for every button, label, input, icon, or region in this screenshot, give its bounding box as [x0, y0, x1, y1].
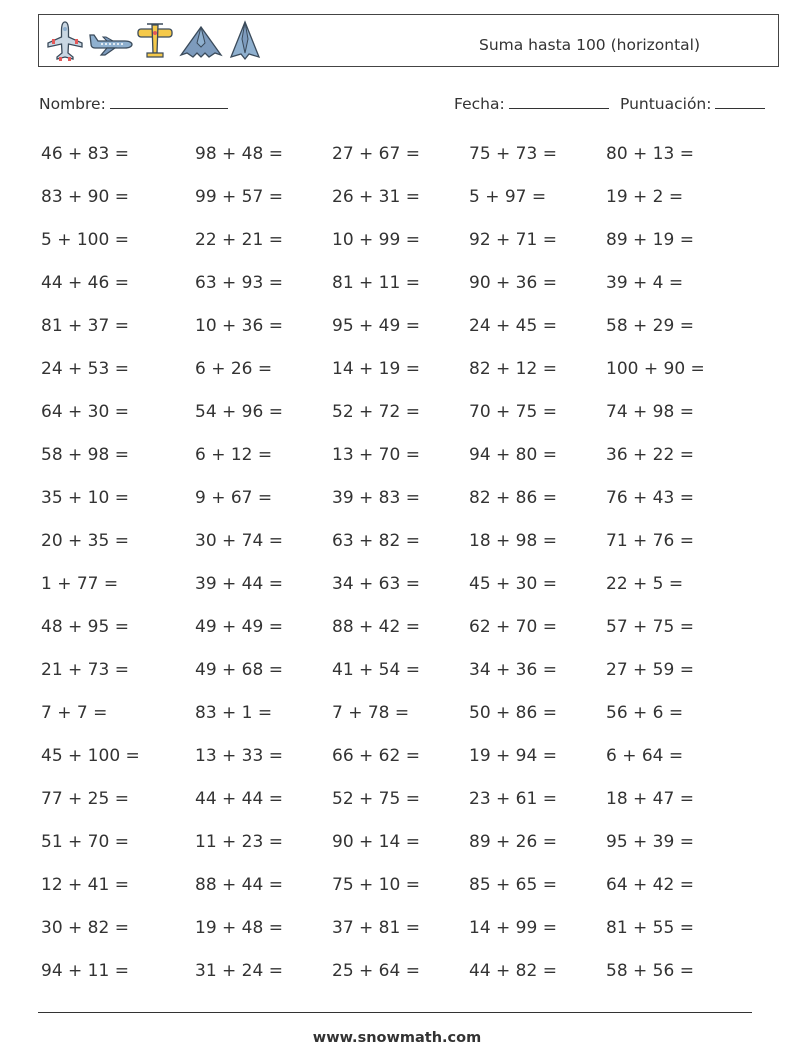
problem-item: 24 + 45 =	[469, 316, 557, 336]
problem-item: 6 + 64 =	[606, 746, 684, 766]
problem-item: 36 + 22 =	[606, 445, 694, 465]
problem-item: 52 + 72 =	[332, 402, 420, 422]
problem-item: 89 + 26 =	[469, 832, 557, 852]
problem-item: 9 + 67 =	[195, 488, 273, 508]
name-field	[39, 94, 228, 113]
problem-item: 39 + 44 =	[195, 574, 283, 594]
problem-item: 98 + 48 =	[195, 144, 283, 164]
problem-item: 10 + 36 =	[195, 316, 283, 336]
problem-item: 63 + 82 =	[332, 531, 420, 551]
problem-item: 44 + 46 =	[41, 273, 129, 293]
problem-item: 22 + 21 =	[195, 230, 283, 250]
problem-item: 20 + 35 =	[41, 531, 129, 551]
problem-item: 50 + 86 =	[469, 703, 557, 723]
problem-item: 85 + 65 =	[469, 875, 557, 895]
problem-item: 45 + 30 =	[469, 574, 557, 594]
problem-item: 100 + 90 =	[606, 359, 705, 379]
problem-item: 95 + 39 =	[606, 832, 694, 852]
problem-item: 21 + 73 =	[41, 660, 129, 680]
problem-item: 64 + 42 =	[606, 875, 694, 895]
problem-item: 27 + 59 =	[606, 660, 694, 680]
problem-item: 88 + 44 =	[195, 875, 283, 895]
problem-item: 7 + 7 =	[41, 703, 108, 723]
problem-item: 48 + 95 =	[41, 617, 129, 637]
problem-item: 23 + 61 =	[469, 789, 557, 809]
footer-website: www.snowmath.com	[312, 1030, 482, 1046]
problem-item: 5 + 97 =	[469, 187, 547, 207]
problem-item: 62 + 70 =	[469, 617, 557, 637]
name-blank[interactable]	[110, 94, 228, 109]
problem-item: 74 + 98 =	[606, 402, 694, 422]
problem-item: 39 + 4 =	[606, 273, 684, 293]
problem-item: 90 + 14 =	[332, 832, 420, 852]
problem-item: 54 + 96 =	[195, 402, 283, 422]
problem-item: 52 + 75 =	[332, 789, 420, 809]
problem-item: 58 + 56 =	[606, 961, 694, 981]
problem-item: 14 + 19 =	[332, 359, 420, 379]
airplane-top-icon	[45, 19, 85, 63]
problem-item: 18 + 98 =	[469, 531, 557, 551]
problem-item: 13 + 33 =	[195, 746, 283, 766]
problem-item: 5 + 100 =	[41, 230, 129, 250]
stealth-bomber-icon	[179, 19, 223, 63]
problem-item: 99 + 57 =	[195, 187, 283, 207]
problem-item: 27 + 67 =	[332, 144, 420, 164]
name-label: Nombre:	[39, 95, 106, 113]
problem-item: 83 + 1 =	[195, 703, 273, 723]
problem-item: 81 + 37 =	[41, 316, 129, 336]
problem-item: 63 + 93 =	[195, 273, 283, 293]
problem-item: 51 + 70 =	[41, 832, 129, 852]
problem-item: 31 + 24 =	[195, 961, 283, 981]
problem-item: 90 + 36 =	[469, 273, 557, 293]
problem-item: 76 + 43 =	[606, 488, 694, 508]
date-label: Fecha:	[454, 95, 505, 113]
problem-item: 46 + 83 =	[41, 144, 129, 164]
problem-item: 37 + 81 =	[332, 918, 420, 938]
problem-item: 34 + 63 =	[332, 574, 420, 594]
problem-item: 81 + 11 =	[332, 273, 420, 293]
problem-item: 66 + 62 =	[332, 746, 420, 766]
problem-item: 24 + 53 =	[41, 359, 129, 379]
problem-item: 81 + 55 =	[606, 918, 694, 938]
problem-item: 56 + 6 =	[606, 703, 684, 723]
date-blank[interactable]	[509, 94, 609, 109]
problem-item: 12 + 41 =	[41, 875, 129, 895]
problem-item: 30 + 74 =	[195, 531, 283, 551]
problem-item: 45 + 100 =	[41, 746, 140, 766]
problem-item: 77 + 25 =	[41, 789, 129, 809]
score-label: Puntuación:	[620, 95, 712, 113]
problem-item: 30 + 82 =	[41, 918, 129, 938]
problem-item: 19 + 2 =	[606, 187, 684, 207]
problem-item: 58 + 29 =	[606, 316, 694, 336]
problem-item: 44 + 82 =	[469, 961, 557, 981]
problem-item: 39 + 83 =	[332, 488, 420, 508]
problem-item: 70 + 75 =	[469, 402, 557, 422]
problem-item: 18 + 47 =	[606, 789, 694, 809]
problem-item: 7 + 78 =	[332, 703, 410, 723]
passenger-jet-icon	[87, 19, 133, 63]
problem-item: 82 + 86 =	[469, 488, 557, 508]
problem-item: 49 + 49 =	[195, 617, 283, 637]
problem-item: 41 + 54 =	[332, 660, 420, 680]
delta-wing-jet-icon	[227, 19, 263, 63]
footer-divider	[38, 1012, 752, 1013]
problem-item: 94 + 11 =	[41, 961, 129, 981]
problem-item: 6 + 12 =	[195, 445, 273, 465]
score-blank[interactable]	[715, 94, 765, 109]
problem-item: 25 + 64 =	[332, 961, 420, 981]
problem-item: 35 + 10 =	[41, 488, 129, 508]
problem-item: 6 + 26 =	[195, 359, 273, 379]
problem-item: 88 + 42 =	[332, 617, 420, 637]
score-field	[620, 94, 765, 113]
problem-item: 89 + 19 =	[606, 230, 694, 250]
date-field	[454, 94, 609, 113]
header-box	[38, 14, 779, 67]
problem-item: 95 + 49 =	[332, 316, 420, 336]
problem-item: 80 + 13 =	[606, 144, 694, 164]
problem-item: 11 + 23 =	[195, 832, 283, 852]
problem-item: 58 + 98 =	[41, 445, 129, 465]
problem-item: 64 + 30 =	[41, 402, 129, 422]
problem-item: 75 + 73 =	[469, 144, 557, 164]
propeller-plane-icon	[135, 19, 175, 63]
problem-item: 19 + 48 =	[195, 918, 283, 938]
problem-item: 1 + 77 =	[41, 574, 119, 594]
problem-item: 71 + 76 =	[606, 531, 694, 551]
problem-item: 82 + 12 =	[469, 359, 557, 379]
problem-item: 49 + 68 =	[195, 660, 283, 680]
problem-item: 92 + 71 =	[469, 230, 557, 250]
problem-item: 44 + 44 =	[195, 789, 283, 809]
problem-item: 13 + 70 =	[332, 445, 420, 465]
problem-item: 57 + 75 =	[606, 617, 694, 637]
problem-item: 34 + 36 =	[469, 660, 557, 680]
problem-item: 75 + 10 =	[332, 875, 420, 895]
worksheet-title: Suma hasta 100 (horizontal)	[479, 36, 701, 54]
problem-item: 26 + 31 =	[332, 187, 420, 207]
problem-item: 19 + 94 =	[469, 746, 557, 766]
problem-item: 22 + 5 =	[606, 574, 684, 594]
problem-item: 14 + 99 =	[469, 918, 557, 938]
problem-item: 83 + 90 =	[41, 187, 129, 207]
problem-item: 94 + 80 =	[469, 445, 557, 465]
problem-item: 10 + 99 =	[332, 230, 420, 250]
